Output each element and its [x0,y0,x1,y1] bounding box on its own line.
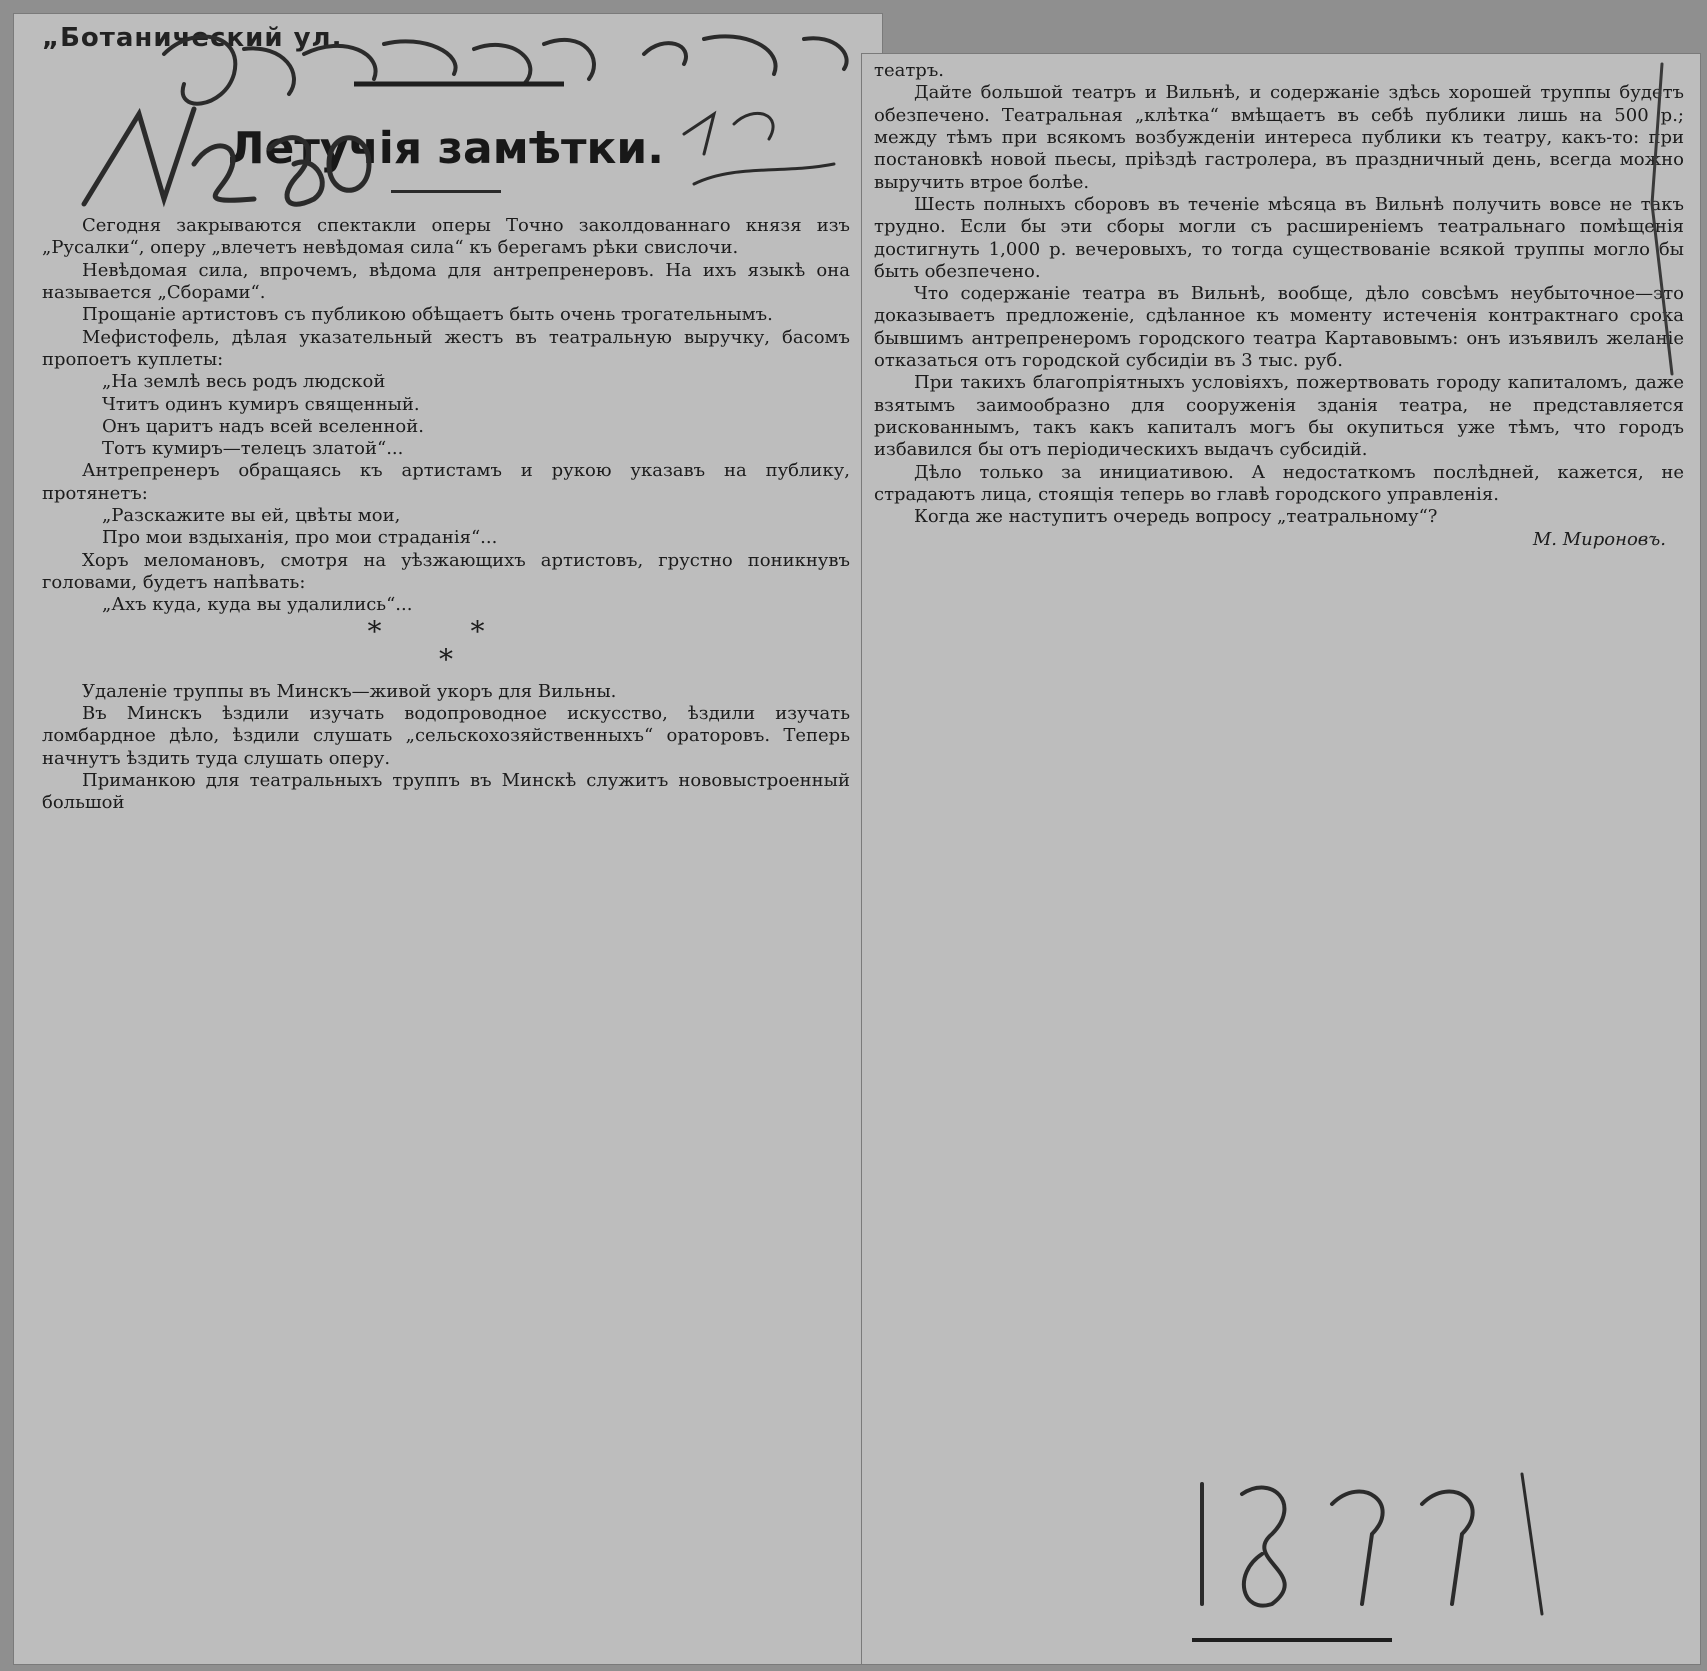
right-clipping [862,54,1700,1664]
end-rule [1192,1638,1392,1642]
paragraph: Удаленіе труппы въ Минскъ—живой укоръ для Вильны. [82,680,617,702]
paragraph: При такихъ благопріятныхъ условіяхъ, пожертвовать городу капиталомъ, даже взятымъ заимообразно для сооруженія зданія театра, не представляется рискованнымъ, такъ какъ капиталъ могъ бы окупиться уже тѣмъ, что городъ избавился бы отъ періодическихъ выдачъ субсидій. [874,372,1684,461]
masthead-text: „Ботанический ул. [42,23,343,53]
verse-line: „Ахъ куда, куда вы удалились“... [102,594,413,616]
paragraph: Когда же наступитъ очередь вопросу „театральному“? [914,506,1438,528]
article-title: Летучія замѣтки. [228,123,664,174]
verse-line: „Разскажите вы ей, цвѣты мои, [102,505,401,527]
paragraph: Хоръ меломановъ, смотря на уѣзжающихъ артистовъ, грустно поникнувъ головами, будетъ напѣвать: [42,549,850,593]
paragraph: Шесть полныхъ сборовъ въ теченіе мѣсяца въ Вильнѣ получить вовсе не такъ трудно. Если бы эти сборы могли съ расширеніемъ театральнаго помѣщенія достигнуть 1,000 р. вечеровыхъ, то тогда существованіе всякой труппы могло бы быть обезпечено. [874,193,1684,282]
right-column [862,54,1700,1664]
right-column-body [874,60,1684,529]
title-rule [391,190,501,193]
paragraph: Дѣло только за инициативою. А недостаткомъ послѣдней, кажется, не страдаютъ лица, стоящія теперь во главѣ городского управленія. [874,461,1684,505]
left-column [14,14,882,1664]
left-column-body [42,215,850,815]
left-clipping [14,14,882,1664]
paragraph: Невѣдомая сила, впрочемъ, вѣдома для антрепренеровъ. На ихъ языкѣ она называется „Сборами“. [42,259,850,303]
verse-line: Про мои вздыханія, про мои страданія“... [102,527,498,549]
paragraph: Въ Минскъ ѣздили изучать водопроводное искусство, ѣздили изучать ломбардное дѣло, ѣздили слушать „сельскохозяйственныхъ“ ораторовъ. Теперь начнутъ ѣздить туда слушать оперу. [42,702,850,769]
verse-line: Чтитъ одинъ кумиръ священный. [102,393,420,415]
section-separator-top: * * [367,614,525,648]
verse-line: „На землѣ весь родъ людской [102,371,386,393]
verse-line: Онъ царитъ надъ всей вселенной. [102,415,424,437]
verse-block [42,371,850,460]
section-separator-bottom: * [439,642,453,676]
paragraph: Прощаніе артистовъ съ публикою обѣщаетъ быть очень трогательнымъ. [82,304,773,326]
paragraph: Приманкою для театральныхъ труппъ въ Минскѣ служитъ нововыстроенный большой [42,769,850,814]
paragraph: Что содержаніе театра въ Вильнѣ, вообще, дѣло совсѣмъ неубыточное—это доказываетъ предложеніе, сдѣланное къ моменту истеченія контрактнаго срока бывшимъ антрепренеромъ городского театра Картавовымъ: онъ изъявилъ желаніе отказаться отъ городской субсидіи въ 3 тыс. руб. [874,283,1684,372]
paragraph: Антрепренеръ обращаясь къ артистамъ и рукою указавъ на публику, протянетъ: [42,460,850,504]
author-signature: М. Мироновъ. [1532,528,1666,550]
paragraph: театръ. [874,60,944,81]
verse-block [42,505,850,550]
verse-line: Тотъ кумиръ—телецъ златой“... [102,438,404,460]
verse-block [42,594,850,616]
paragraph: Дайте большой театръ и Вильнѣ, и содержаніе здѣсь хорошей труппы будетъ обезпечено. Театральная „клѣтка“ вмѣщаетъ въ себѣ публики лишь на 500 р.; между тѣмъ при всякомъ возбужденіи интереса публики къ театру, какъ-то: при постановкѣ новой пьесы, пріѣздѣ гастролера, въ праздничный день, всегда можно выручить втрое болѣе. [874,82,1684,193]
paragraph: Сегодня закрываются спектакли оперы Точно заколдованнаго князя изъ „Русалки“, оперу „влечетъ невѣдомая сила“ къ берегамъ рѣки свислочи. [42,215,850,259]
paragraph: Мефистофель, дѣлая указательный жестъ въ театральную выручку, басомъ пропоетъ куплеты: [42,326,850,370]
